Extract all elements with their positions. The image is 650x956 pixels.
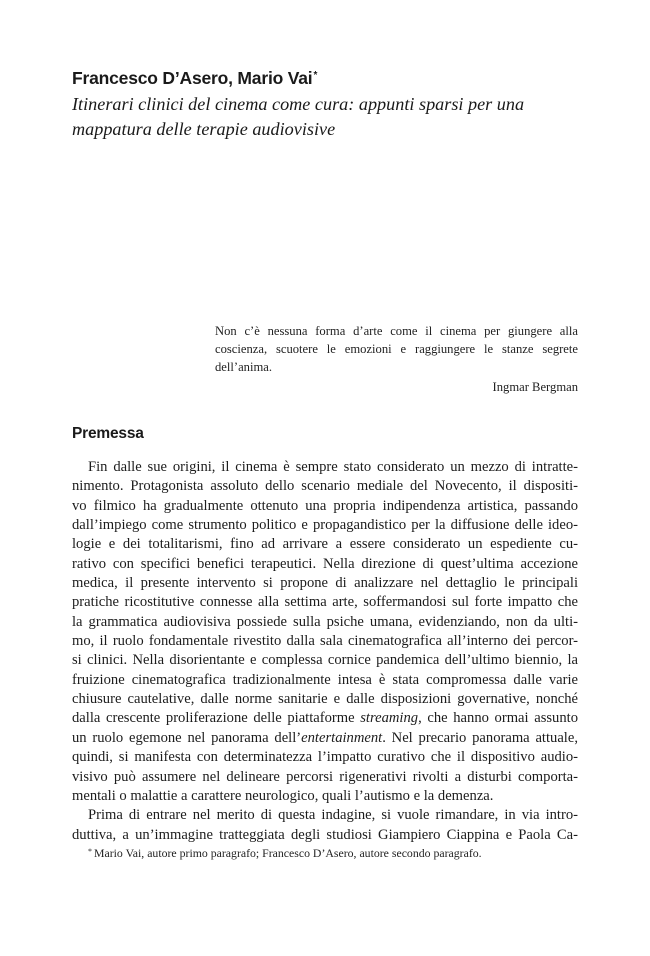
title-line: Itinerari clinici del cinema come cura: appunti sparsi per una	[72, 94, 525, 114]
epigraph-line: coscienza, scuotere le emozioni e raggiungere le stanze segrete	[215, 342, 578, 356]
footnote-text: Mario Vai, autore primo paragrafo; Francesco D’Asero, autore secondo paragrafo.	[94, 846, 482, 860]
body-line: pratiche ricostitutive connesse alla settima arte, soffermandosi sul forte impatto che	[72, 594, 578, 611]
body-line: fruizione cinematografica tradizionalmente intesa è stata compromessa dalle varie	[72, 671, 578, 688]
body-line: vo filmico ha gradualmente ottenuto una propria indipendenza artistica, passando	[72, 497, 578, 514]
body-line	[72, 709, 578, 728]
epigraph	[215, 322, 578, 396]
body-line: mo, il ruolo fondamentale rivestito dalla sala cinematografica all’interno dei percor-	[72, 633, 578, 650]
body-line	[72, 729, 578, 748]
author-footnote-mark: *	[313, 70, 318, 81]
body-line: nimento. Protagonista assoluto dello scenario mediale del Novecento, il dispositi-	[72, 478, 578, 495]
body-line: la grammatica audiovisiva possiede sulla psiche umana, evidenziando, non da ulti-	[72, 613, 578, 630]
body-line: visivo può assumere nel delineare percorsi rigenerativi rivolti a disturbi comporta-	[72, 768, 578, 785]
body-text-run: . Nel precario panorama attuale,	[382, 729, 578, 746]
body-line: rativo con specifici benefici terapeutici. Nella direzione di quest’ultima accezione	[72, 555, 578, 572]
body-line: quindi, si manifesta con determinatezza l’impatto curativo che il dispositivo audio-	[72, 749, 578, 766]
body-text	[72, 458, 578, 845]
body-line: logie e dei totalitarismi, fino ad arrivare a essere considerato un espediente cu-	[72, 536, 578, 553]
italic-term-streaming: streaming	[360, 710, 419, 727]
body-text-run: , che hanno ormai assunto	[418, 710, 578, 727]
body-line: duttiva, a un’immagine tratteggiata degli studiosi Giampiero Ciappina e Paola Ca-	[72, 826, 578, 843]
body-line: si clinici. Nella disorientante e complessa cornice pandemica dell’ultimo biennio, la	[72, 652, 578, 669]
body-text-run: dalla crescente proliferazione delle piattaforme	[72, 710, 361, 727]
body-line: medica, il presente intervento si propone di analizzare nel dettaglio le principali	[72, 575, 578, 592]
title-line: mappatura delle terapie audiovisive	[72, 119, 336, 139]
epigraph-line: dell’anima.	[215, 360, 272, 374]
epigraph-attribution: Ingmar Bergman	[492, 380, 578, 394]
body-line: dall’impiego come strumento politico e propagandistico per la diffusione delle ideo-	[72, 517, 578, 534]
body-line: mentali o malattie a carattere neurologico, quali l’autismo e la demenza.	[72, 787, 494, 804]
footnote	[88, 845, 578, 861]
body-line: Fin dalle sue origini, il cinema è sempre stato considerato un mezzo di intratte-	[88, 459, 578, 475]
body-text-run: un ruolo egemone nel panorama dell’	[72, 729, 302, 746]
article-title	[72, 92, 592, 142]
epigraph-line: Non c’è nessuna forma d’arte come il cinema per giungere alla	[215, 324, 578, 338]
article-authors	[72, 66, 592, 90]
body-line: chiusure cautelative, dalle norme sanitarie e dalle disposizioni governative, nonché	[72, 691, 578, 708]
italic-term-entertainment: entertainment	[301, 729, 383, 746]
body-line: Prima di entrare nel merito di questa indagine, si vuole rimandare, in via intro-	[88, 807, 578, 824]
footnote-mark: *	[88, 847, 92, 856]
authors-text: Francesco D’Asero, Mario Vai	[72, 68, 313, 88]
section-heading: Premessa	[72, 425, 144, 442]
